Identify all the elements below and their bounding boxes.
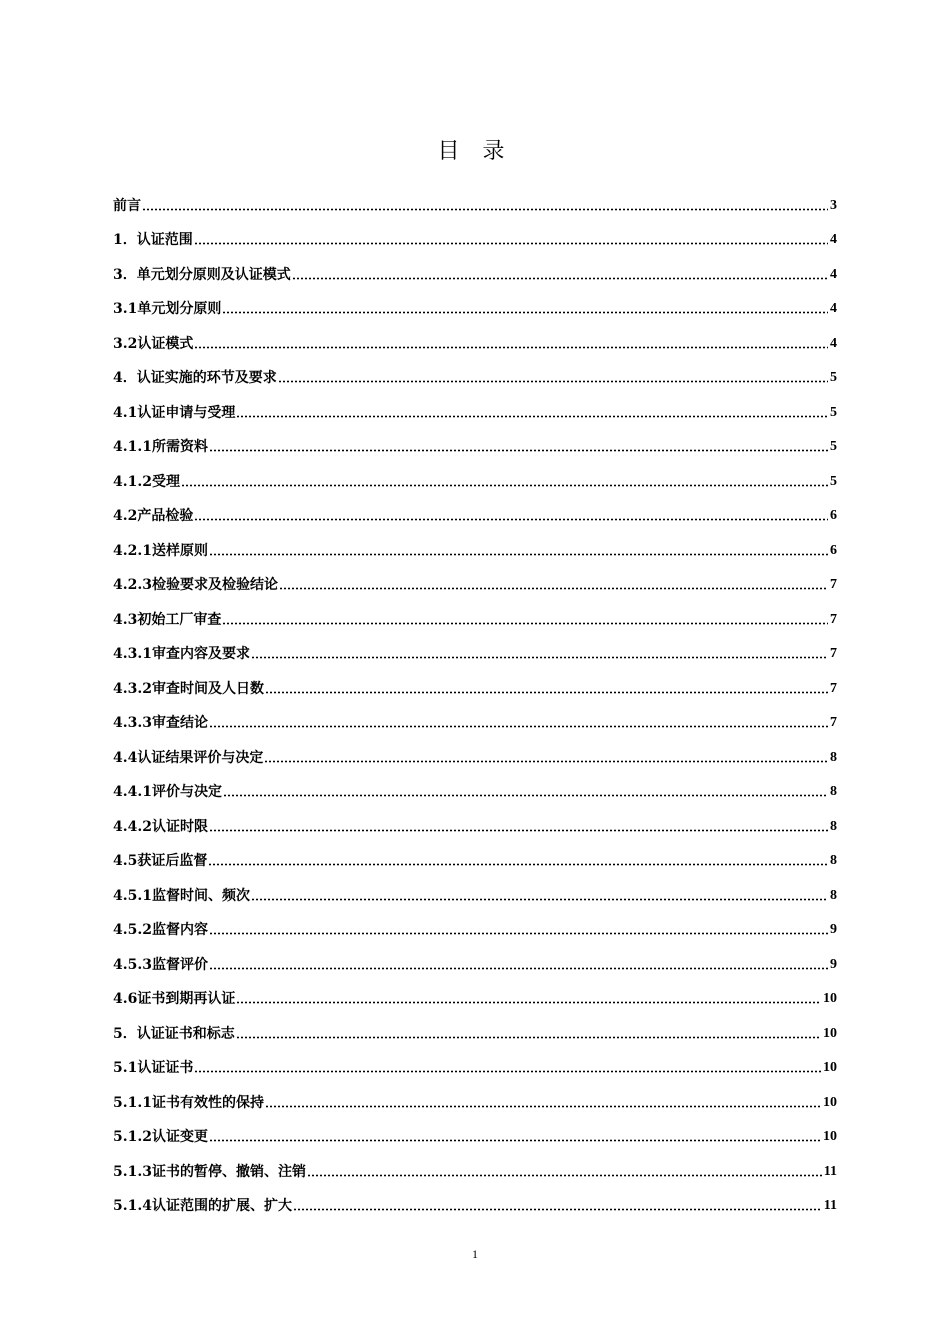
toc-entry-page: 4	[830, 335, 837, 351]
toc-entry[interactable]	[113, 250, 837, 285]
toc-entry-label: 4.5.1监督时间、频次	[113, 887, 250, 904]
toc-entry-label: 4.3初始工厂审查	[113, 611, 222, 628]
toc-entry[interactable]	[113, 423, 837, 458]
toc-entry-label: 4.2产品检验	[113, 508, 194, 524]
toc-dot-leader	[209, 553, 828, 556]
toc-dot-leader	[209, 449, 828, 452]
toc-entry-page: 4	[830, 301, 837, 316]
toc-entry-label: 4.4.1评价与决定	[113, 784, 222, 800]
toc-entry-page: 10	[823, 991, 837, 1006]
toc-entry-page: 10	[823, 1129, 837, 1144]
toc-entry[interactable]	[113, 1009, 837, 1044]
toc-entry-page: 8	[830, 887, 837, 903]
toc-dot-leader	[251, 656, 828, 659]
toc-entry-label: 3.2认证模式	[113, 335, 194, 352]
toc-entry-label: 4.1认证申请与受理	[113, 404, 236, 421]
toc-entry-page: 3	[830, 197, 837, 213]
toc-dot-leader	[142, 208, 828, 211]
toc-dot-leader	[194, 242, 828, 245]
toc-entry[interactable]	[113, 561, 837, 596]
toc-entry-page: 7	[830, 715, 837, 730]
toc-entry-page: 7	[830, 611, 837, 627]
toc-dot-leader	[236, 1036, 821, 1039]
toc-entry[interactable]	[113, 630, 837, 665]
toc-entry[interactable]	[113, 768, 837, 803]
toc-dot-leader	[278, 380, 828, 383]
toc-entry-page: 8	[830, 784, 837, 799]
toc-entry[interactable]	[113, 837, 837, 872]
toc-dot-leader	[208, 863, 828, 866]
toc-dot-leader	[307, 1174, 822, 1177]
toc-entry[interactable]	[113, 457, 837, 492]
toc-dot-leader	[223, 794, 828, 797]
toc-dot-leader	[292, 277, 828, 280]
toc-entry-page: 7	[830, 646, 837, 661]
toc-entry-label: 5.1.3证书的暂停、撤销、注销	[113, 1163, 306, 1180]
toc-entry-page: 6	[830, 542, 837, 558]
toc-entry[interactable]	[113, 526, 837, 561]
toc-dot-leader	[209, 967, 828, 970]
toc-entry[interactable]	[113, 664, 837, 699]
toc-dot-leader	[209, 932, 828, 935]
table-of-contents	[113, 181, 837, 1216]
toc-entry-page: 7	[830, 577, 837, 592]
toc-entry[interactable]	[113, 940, 837, 975]
toc-entry-page: 10	[823, 1025, 837, 1041]
toc-entry[interactable]	[113, 216, 837, 251]
toc-dot-leader	[194, 518, 828, 521]
toc-dot-leader	[293, 1208, 822, 1211]
toc-dot-leader	[264, 760, 828, 763]
toc-dot-leader	[181, 484, 828, 487]
toc-entry-label: 3．单元划分原则及认证模式	[113, 266, 291, 283]
toc-dot-leader	[209, 1139, 821, 1142]
toc-dot-leader	[251, 898, 828, 901]
toc-dot-leader	[265, 1105, 821, 1108]
toc-dot-leader	[194, 1070, 821, 1073]
toc-entry-label: 5.1认证证书	[113, 1060, 194, 1076]
toc-entry-page: 11	[823, 1163, 837, 1179]
toc-entry-label: 1．认证范围	[113, 232, 193, 248]
toc-dot-leader	[265, 691, 828, 694]
toc-entry[interactable]	[113, 802, 837, 837]
toc-entry-label: 4.3.3审查结论	[113, 715, 208, 731]
toc-entry[interactable]	[113, 906, 837, 941]
toc-entry-label: 4.3.2审查时间及人日数	[113, 680, 264, 697]
toc-entry-label: 4.5.3监督评价	[113, 956, 208, 973]
toc-entry-label: 4.3.1审查内容及要求	[113, 646, 250, 662]
toc-entry-page: 5	[830, 404, 837, 420]
toc-dot-leader	[236, 1001, 821, 1004]
toc-entry-label: 3.1单元划分原则	[113, 301, 222, 317]
toc-entry-page: 10	[823, 1060, 837, 1075]
toc-dot-leader	[209, 725, 828, 728]
toc-entry[interactable]	[113, 871, 837, 906]
toc-entry[interactable]	[113, 1044, 837, 1079]
toc-entry[interactable]	[113, 595, 837, 630]
toc-entry-label: 4.1.2受理	[113, 473, 180, 490]
toc-entry-label: 4.6证书到期再认证	[113, 991, 236, 1007]
toc-entry-label: 4.1.1所需资料	[113, 439, 208, 455]
toc-entry-page: 6	[830, 508, 837, 523]
toc-dot-leader	[279, 587, 828, 590]
toc-entry-page: 7	[830, 680, 837, 696]
toc-entry-label: 4.4.2认证时限	[113, 818, 208, 835]
toc-entry-label: 5.1.4认证范围的扩展、扩大	[113, 1198, 292, 1214]
toc-dot-leader	[236, 415, 828, 418]
toc-entry-page: 9	[830, 922, 837, 937]
toc-entry-page: 4	[830, 232, 837, 247]
toc-entry-page: 5	[830, 370, 837, 385]
toc-entry[interactable]	[113, 1078, 837, 1113]
toc-entry-label: 4．认证实施的环节及要求	[113, 370, 277, 386]
toc-entry[interactable]	[113, 1147, 837, 1182]
toc-entry[interactable]	[113, 354, 837, 389]
toc-entry-label: 5．认证证书和标志	[113, 1025, 235, 1042]
toc-entry-page: 10	[823, 1094, 837, 1110]
toc-entry-label: 4.2.1送样原则	[113, 542, 208, 559]
toc-entry-label: 5.1.2认证变更	[113, 1129, 208, 1145]
toc-dot-leader	[209, 829, 828, 832]
toc-entry[interactable]	[113, 975, 837, 1010]
toc-dot-leader	[222, 311, 828, 314]
toc-entry[interactable]	[113, 319, 837, 354]
toc-entry-page: 8	[830, 853, 837, 868]
toc-dot-leader	[194, 346, 828, 349]
toc-dot-leader	[222, 622, 828, 625]
toc-entry[interactable]	[113, 181, 837, 216]
toc-entry[interactable]	[113, 1182, 837, 1217]
toc-entry-label: 前言	[113, 197, 141, 214]
toc-entry[interactable]	[113, 733, 837, 768]
toc-entry-label: 5.1.1证书有效性的保持	[113, 1094, 264, 1111]
toc-entry-page: 8	[830, 749, 837, 765]
toc-entry-label: 4.4认证结果评价与决定	[113, 749, 264, 766]
toc-entry-label: 4.5.2监督内容	[113, 922, 208, 938]
toc-entry-page: 11	[823, 1198, 837, 1213]
page-number: 1	[472, 1247, 478, 1261]
toc-entry[interactable]	[113, 492, 837, 527]
toc-entry-page: 5	[830, 473, 837, 489]
toc-entry-page: 4	[830, 266, 837, 282]
toc-entry[interactable]	[113, 1113, 837, 1148]
toc-entry[interactable]	[113, 699, 837, 734]
toc-entry-label: 4.2.3检验要求及检验结论	[113, 577, 278, 593]
toc-entry-page: 8	[830, 818, 837, 834]
toc-entry-page: 9	[830, 956, 837, 972]
toc-entry-label: 4.5获证后监督	[113, 853, 208, 869]
toc-entry-page: 5	[830, 439, 837, 454]
page-title: 目 录	[437, 139, 513, 164]
toc-entry[interactable]	[113, 388, 837, 423]
toc-entry[interactable]	[113, 285, 837, 320]
